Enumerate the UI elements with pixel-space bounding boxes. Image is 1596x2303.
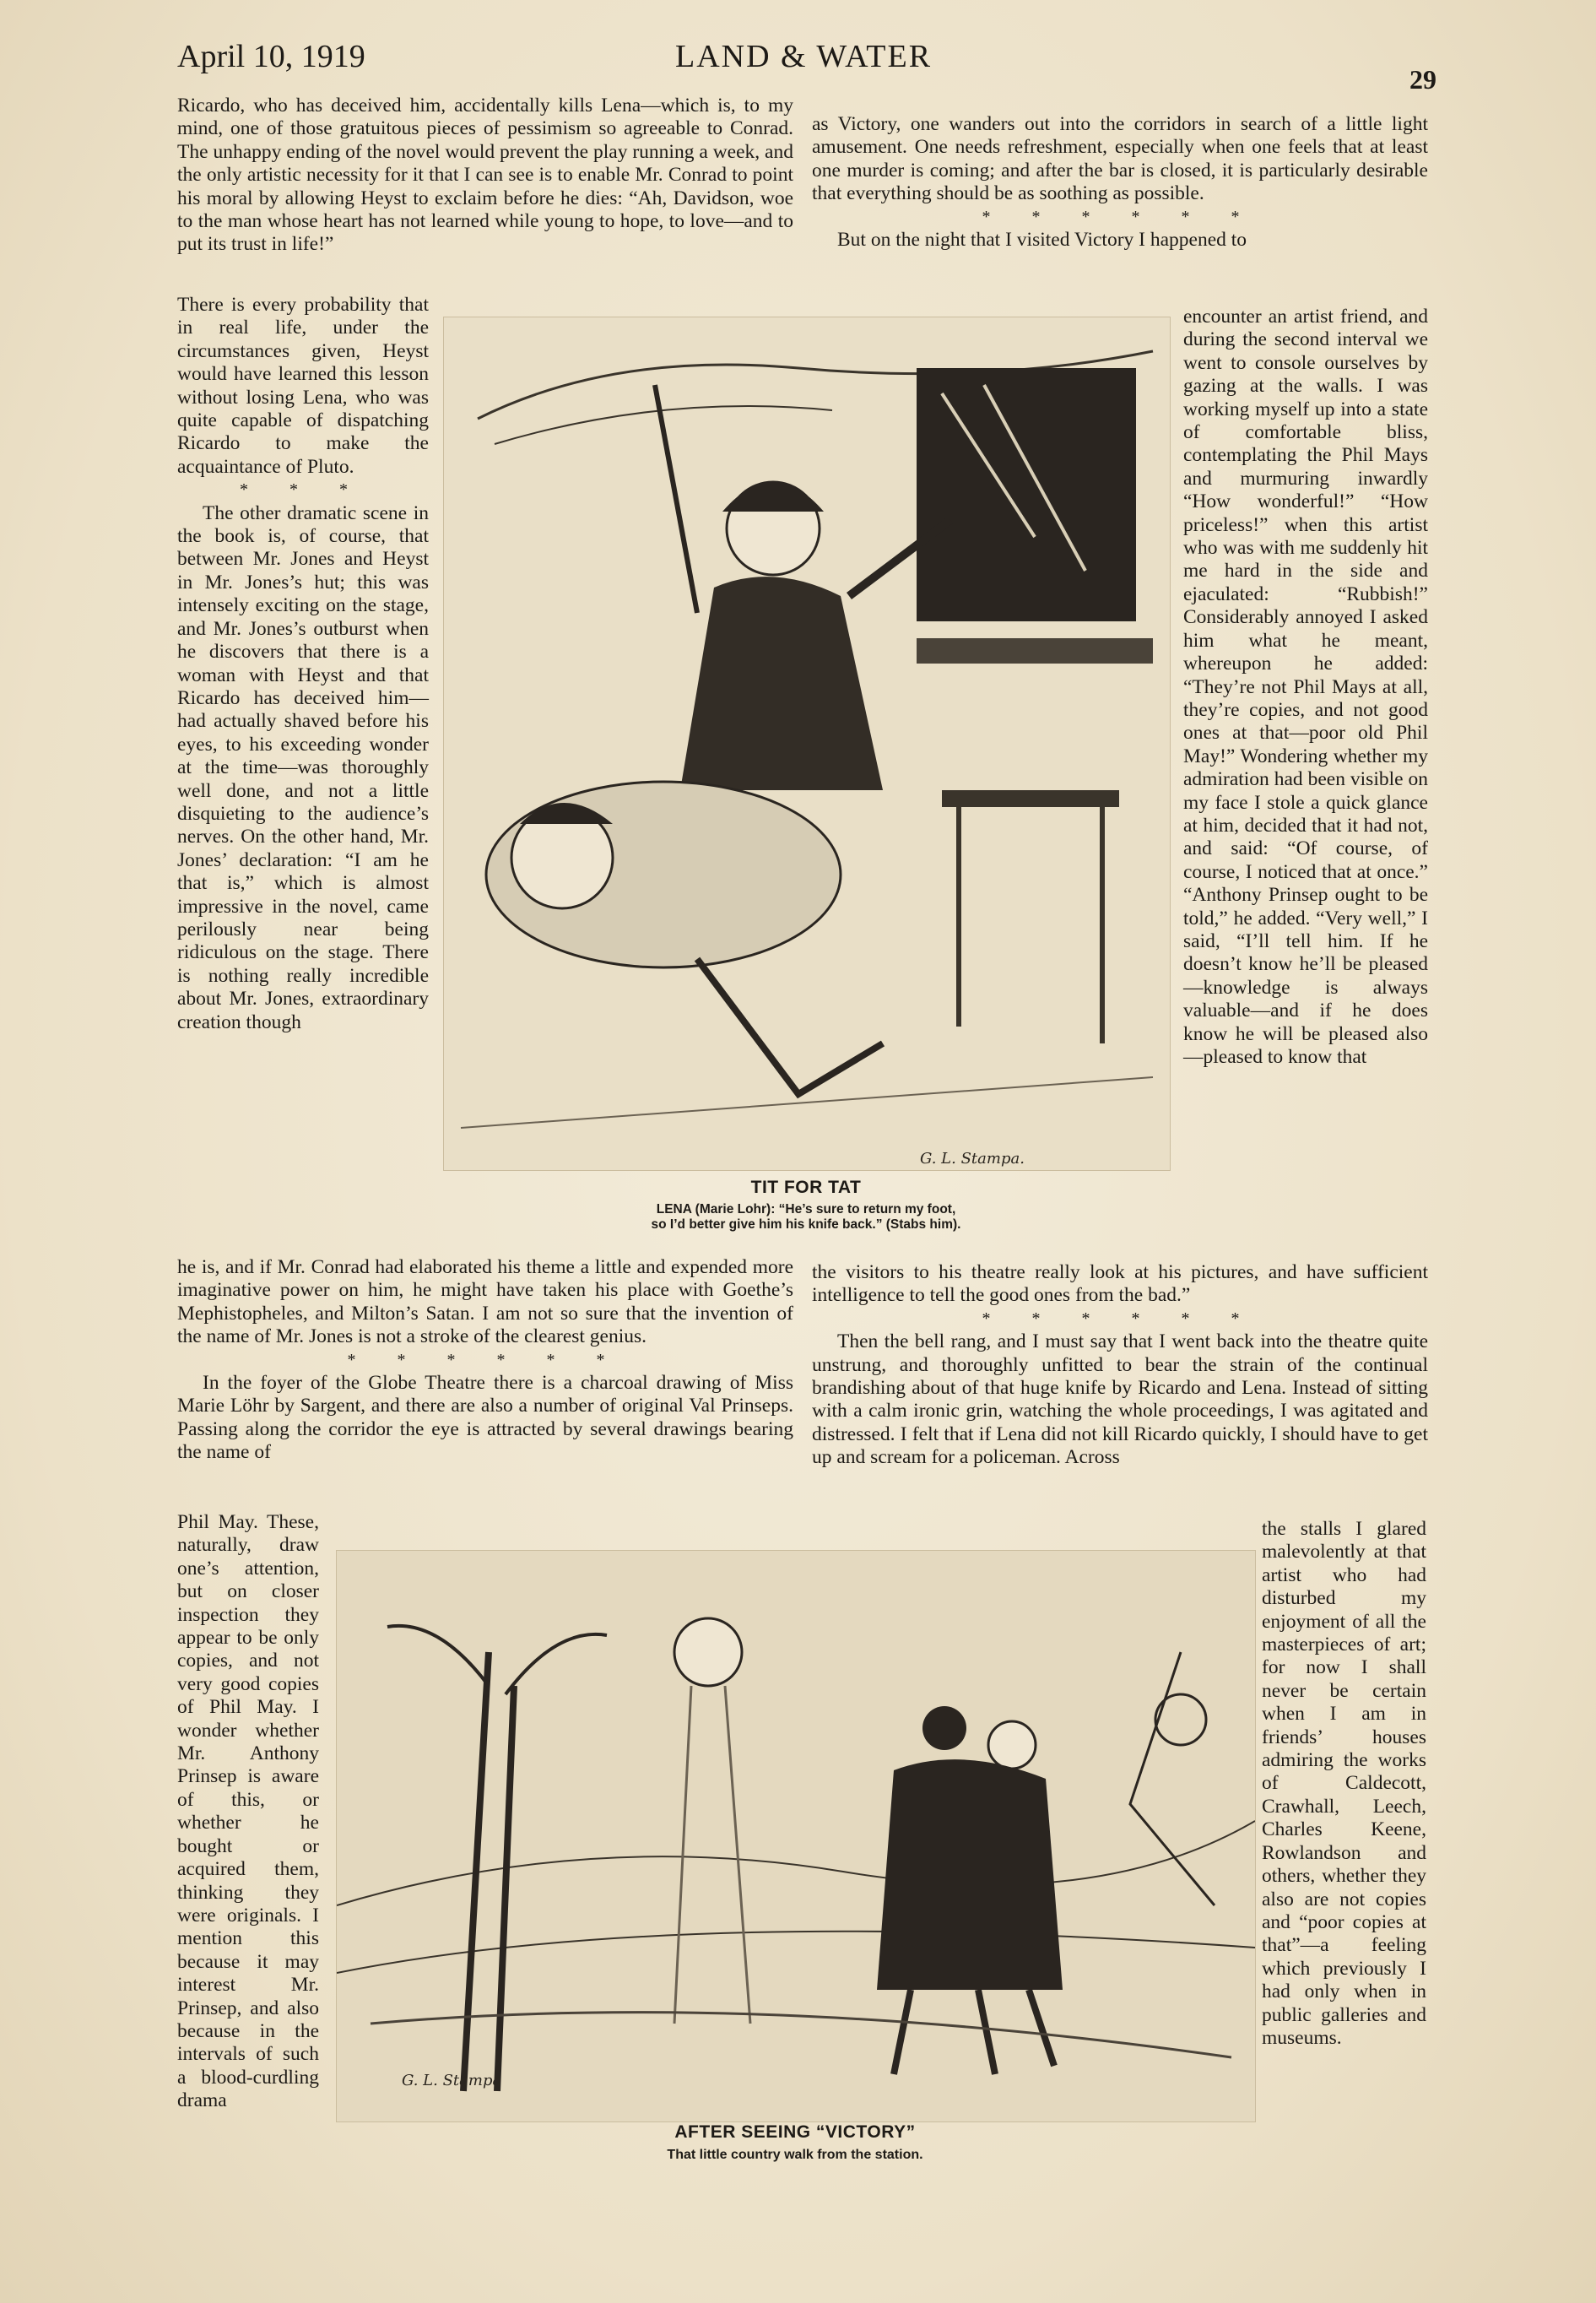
illustration-tit-for-tat-drawing: [444, 317, 1170, 1170]
right-paragraph-1: as Victory, one wanders out into the corridors in search of a little light amusement. One needs refreshment, especially when one feels that at least one murder is coming; and after the bar is closed, it is particularly desirable that everything should be as soothing as possible.: [812, 113, 1428, 205]
figure-caption-line: so I’d better give him his knife back.” (Stabs him).: [651, 1217, 961, 1232]
illustration-signature: G. L. Stampa.: [920, 1150, 1025, 1168]
section-separator: * * * * * *: [982, 207, 1258, 226]
header-page-number: 29: [1409, 64, 1436, 95]
figure-caption: [443, 1202, 1169, 1233]
header-date: April 10, 1919: [177, 39, 365, 74]
left-paragraph-1: Ricardo, who has deceived him, accidentally kills Lena—which is, to my mind, one of those gratuitous pieces of pessimism so agreeable to Conrad. The unhappy ending of the novel would prevent the play running a week, and the only artistic necessity for it that I can see is to enable Mr. Conrad to point his moral by allowing Heyst to exclaim before he dies: “Ah, Davidson, woe to the man whose heart has not learned while young to hope, to love—and to put its trust in life!”: [177, 95, 793, 256]
left-narrow-block-1: [177, 294, 429, 1034]
left-paragraph-3: The other dramatic scene in the book is, of course, that between Mr. Jones and Heyst in Mr. Jones’s hut; this was intensely exciting on the stage, and Mr. Jones’s outburst when he discovers that there is a woman with Heyst and that Ricardo has deceived him—had actually shaved before his eyes, to his exceeding wonder at the time—was thoroughly well done, and not a little disquieting to the audience’s nerves. On the other hand, Mr. Jones’ declaration: “I am he that is,” which is almost impressive in the novel, came perilously near being ridiculous on the stage. There is nothing really incredible about Mr. Jones, extraordinary creation though: [177, 501, 429, 1033]
right-paragraph-2-cont: encounter an artist friend, and during the second interval we went to console ourselves by gazing at the walls. I was working myself up into a state of comfortable bliss, contemplating the Phil Mays and murmuring inwardly “How wonderful!” “How priceless!” when this artist who was with me suddenly hit me hard in the side and ejaculated: “Rubbish!” Considerably annoyed I asked him what he meant, whereupon he added: “They’re not Phil Mays at all, they’re copies, and not good ones at that—poor old Phil May!” Wondering whether my admiration had been visible on my face I stole a quick glance at him, decided that it had not, and said: “Of course, of course, I noticed that at once.” “Anthony Prinsep ought to be told,” he added. “Very well,” I said, “I’ll tell him. If he doesn’t know he’ll be pleased—knowledge is always valuable—and if he does know he will be pleased also—pleased to know that: [1183, 306, 1428, 1068]
figure-caption: That little country walk from the station.: [667, 2148, 923, 2162]
right-paragraph-3-cont: the stalls I glared malevolently at that artist who had disturbed my enjoyment of all the masterpieces of art; for now I shall never be certain when I am in friends’ houses admiring the works of Caldecott, Crawhall, Leech, Charles Keene, Rowlandson and others, whether they also are not copies and “poor copies at that”—a feeling which previously I had only when in public galleries and museums.: [1262, 1518, 1426, 2049]
section-separator: * * * * * *: [347, 1350, 624, 1369]
header-title: LAND & WATER: [675, 39, 933, 74]
illustration-after-seeing-victory-drawing: [337, 1551, 1255, 2121]
figure-title: TIT FOR TAT: [750, 1178, 862, 1197]
section-separator: * * * * * *: [982, 1309, 1258, 1328]
left-paragraph-2: There is every probability that in real life, under the circumstances given, Heyst would have learned this lesson without losing Lena, who was quite capable of dispatching Ricardo to make the acquaintance of Pluto.: [177, 294, 429, 478]
left-wide-block-2: [177, 1256, 793, 1465]
figure-title: AFTER SEEING “VICTORY”: [674, 2122, 916, 2142]
left-paragraph-3-cont: he is, and if Mr. Conrad had elaborated his theme a little and expended more imaginative power on him, he might have taken his place with Goethe’s Mephistopheles, and Milton’s Satan. I am not so sure that the invention of the name of Mr. Jones is not a stroke of the clearest genius.: [177, 1256, 793, 1348]
figure-caption-line: LENA (Marie Lohr): “He’s sure to return my foot,: [656, 1202, 956, 1217]
left-paragraph-4-cont: Phil May. These, naturally, draw one’s attention, but on closer inspection they appear to be only copies, and not very good copies of Phil May. I wonder whether Mr. Anthony Prinsep is aware of this, or whether he bought or acquired them, thinking they were originals. I mention this because it may interest Mr. Prinsep, and also because in the intervals of such a blood-curdling drama: [177, 1511, 319, 2112]
section-separator: * * *: [240, 480, 366, 500]
illustration-after-seeing-victory: [336, 1550, 1256, 2122]
illustration-signature: G. L. Stampa: [402, 2072, 502, 2089]
right-paragraph-2-end: the visitors to his theatre really look at his pictures, and have sufficient intelligence to tell the good ones from the bad.”: [812, 1261, 1428, 1307]
right-wide-block-2: [812, 1261, 1428, 1470]
illustration-tit-for-tat: [443, 317, 1171, 1171]
right-paragraph-2-lead: But on the night that I visited Victory I happened to: [837, 229, 1247, 252]
right-wide-block-1: [812, 113, 1428, 252]
left-paragraph-4: In the foyer of the Globe Theatre there is a charcoal drawing of Miss Marie Löhr by Sargent, and there are also a number of original Val Prinseps. Passing along the corridor the eye is attracted by several drawings bearing the name of: [177, 1372, 793, 1464]
right-paragraph-3: Then the bell rang, and I must say that I went back into the theatre quite unstrung, and thoroughly unfitted to bear the strain of the continual brandishing about of that huge knife by Ricardo and Lena. Instead of sitting with a calm ironic grin, watching the whole proceedings, I was agitated and distressed. I felt that if Lena did not kill Ricardo quickly, I should have to get up and scream for a policeman. Across: [812, 1330, 1428, 1469]
